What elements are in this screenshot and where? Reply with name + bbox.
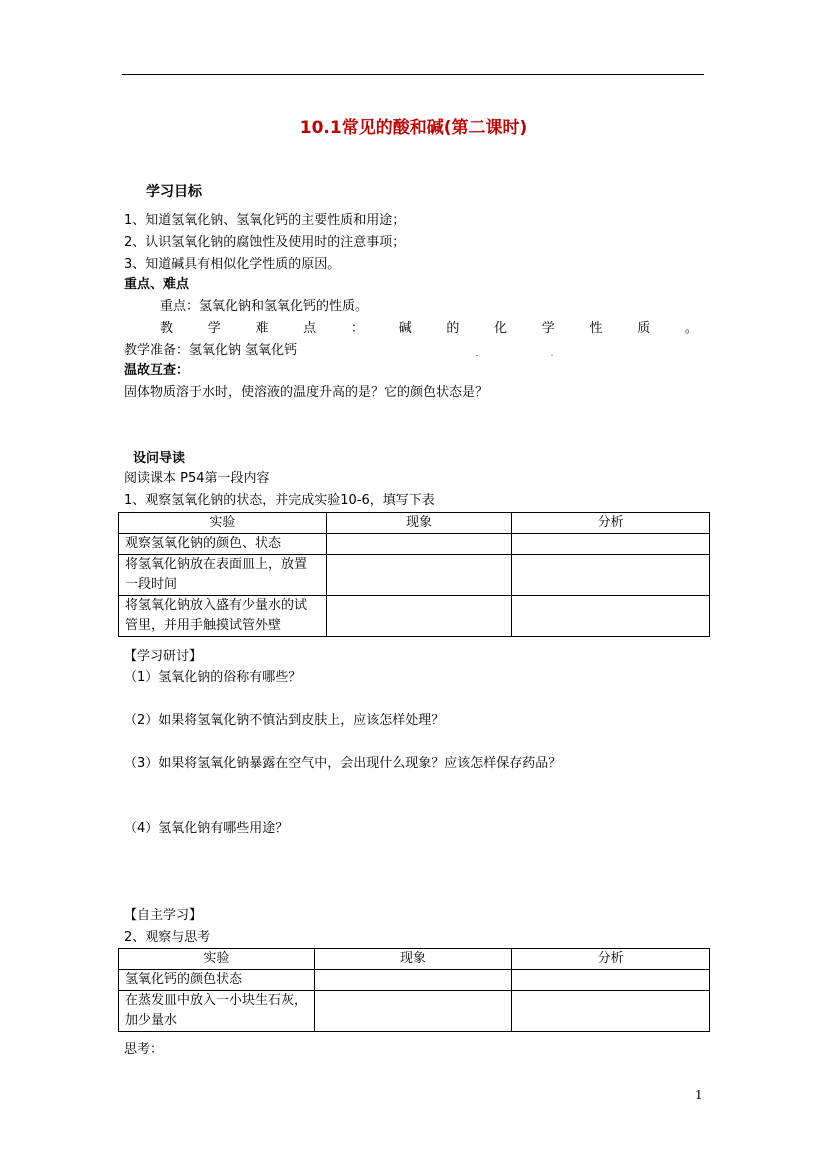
difficulty-char: 点 bbox=[303, 321, 317, 336]
goals-heading: 学习目标 bbox=[146, 184, 202, 200]
page-title: 10.1常见的酸和碱(第二课时) bbox=[299, 118, 528, 138]
difficulty-char: 的 bbox=[446, 321, 460, 336]
review-question: 固体物质溶于水时，使溶液的温度升高的是？它的颜色状态是？ bbox=[124, 385, 489, 400]
stray-mark bbox=[551, 355, 553, 356]
header-cell: 现象 bbox=[314, 949, 512, 970]
analysis-cell[interactable] bbox=[512, 991, 710, 1032]
observation-cell[interactable] bbox=[326, 555, 512, 596]
study-question: （3）如果将氢氧化钠暴露在空气中，会出现什么现象？应该怎样保存药品？ bbox=[124, 756, 562, 771]
table-row bbox=[119, 596, 710, 637]
table-header-row bbox=[119, 513, 710, 534]
header-cell: 现象 bbox=[326, 513, 512, 534]
review-heading: 温故互查： bbox=[124, 363, 190, 378]
difficulty-char: ： bbox=[350, 321, 364, 336]
observation-cell[interactable] bbox=[326, 534, 512, 555]
goal-item: 1、知道氢氧化钠、氢氧化钙的主要性质和用途； bbox=[124, 213, 406, 228]
guide-heading: 设问导读 bbox=[133, 451, 186, 466]
experiment-cell: 将氢氧化钠放在表面皿上，放置一段时间 bbox=[119, 555, 327, 596]
table-row bbox=[119, 534, 710, 555]
difficulty-char: 学 bbox=[541, 321, 555, 336]
analysis-cell[interactable] bbox=[512, 555, 710, 596]
difficulty-char: 学 bbox=[207, 321, 221, 336]
key-heading: 重点、难点 bbox=[124, 277, 190, 292]
self-study-heading: 【自主学习】 bbox=[124, 908, 203, 923]
header-cell: 实验 bbox=[119, 949, 315, 970]
analysis-cell[interactable] bbox=[512, 534, 710, 555]
difficulty-char: 性 bbox=[589, 321, 603, 336]
think-label: 思考： bbox=[124, 1042, 164, 1057]
study-question: （4）氢氧化钠有哪些用途？ bbox=[124, 821, 289, 836]
page-number: 1 bbox=[695, 1088, 703, 1102]
difficulty-char: 化 bbox=[494, 321, 508, 336]
experiment-table-naoh bbox=[118, 512, 710, 637]
analysis-cell[interactable] bbox=[512, 596, 710, 637]
study-question: （2）如果将氢氧化钠不慎沾到皮肤上，应该怎样处理？ bbox=[124, 713, 445, 728]
guide-task: 1、观察氢氧化钠的状态，并完成实验10-6，填写下表 bbox=[124, 493, 435, 508]
study-question: （1）氢氧化钠的俗称有哪些？ bbox=[124, 670, 302, 685]
stray-mark bbox=[476, 355, 478, 356]
study-heading: 【学习研讨】 bbox=[124, 649, 203, 664]
experiment-cell: 在蒸发皿中放入一小块生石灰，加少量水 bbox=[119, 991, 315, 1032]
difficulty-char: 碱 bbox=[398, 321, 412, 336]
goal-item: 2、认识氢氧化钠的腐蚀性及使用时的注意事项； bbox=[124, 235, 406, 250]
teaching-prep: 教学准备：氢氧化钠 氢氧化钙 bbox=[124, 343, 298, 358]
table-header-row bbox=[119, 949, 710, 970]
table-row bbox=[119, 555, 710, 596]
table-row bbox=[119, 970, 710, 991]
header-cell: 分析 bbox=[512, 949, 710, 970]
key-difficulty bbox=[160, 320, 698, 338]
difficulty-char: 。 bbox=[684, 321, 698, 336]
difficulty-char: 教 bbox=[160, 321, 174, 336]
goal-item: 3、知道碱具有相似化学性质的原因。 bbox=[124, 257, 341, 272]
header-cell: 实验 bbox=[119, 513, 327, 534]
experiment-cell: 观察氢氧化钠的颜色、状态 bbox=[119, 534, 327, 555]
experiment-table-caoh2 bbox=[118, 948, 710, 1032]
experiment-cell: 将氢氧化钠放入盛有少量水的试管里，并用手触摸试管外壁 bbox=[119, 596, 327, 637]
difficulty-char: 难 bbox=[255, 321, 269, 336]
difficulty-char: 质 bbox=[637, 321, 651, 336]
analysis-cell[interactable] bbox=[512, 970, 710, 991]
observation-cell[interactable] bbox=[314, 970, 512, 991]
table-row bbox=[119, 991, 710, 1032]
observation-cell[interactable] bbox=[314, 991, 512, 1032]
header-rule bbox=[122, 74, 704, 75]
observation-cell[interactable] bbox=[326, 596, 512, 637]
key-focus: 重点：氢氧化钠和氢氧化钙的性质。 bbox=[160, 299, 369, 314]
self-study-task: 2、观察与思考 bbox=[124, 930, 211, 945]
header-cell: 分析 bbox=[512, 513, 710, 534]
guide-read: 阅读课本 P54第一段内容 bbox=[124, 471, 270, 486]
experiment-cell: 氢氧化钙的颜色状态 bbox=[119, 970, 315, 991]
